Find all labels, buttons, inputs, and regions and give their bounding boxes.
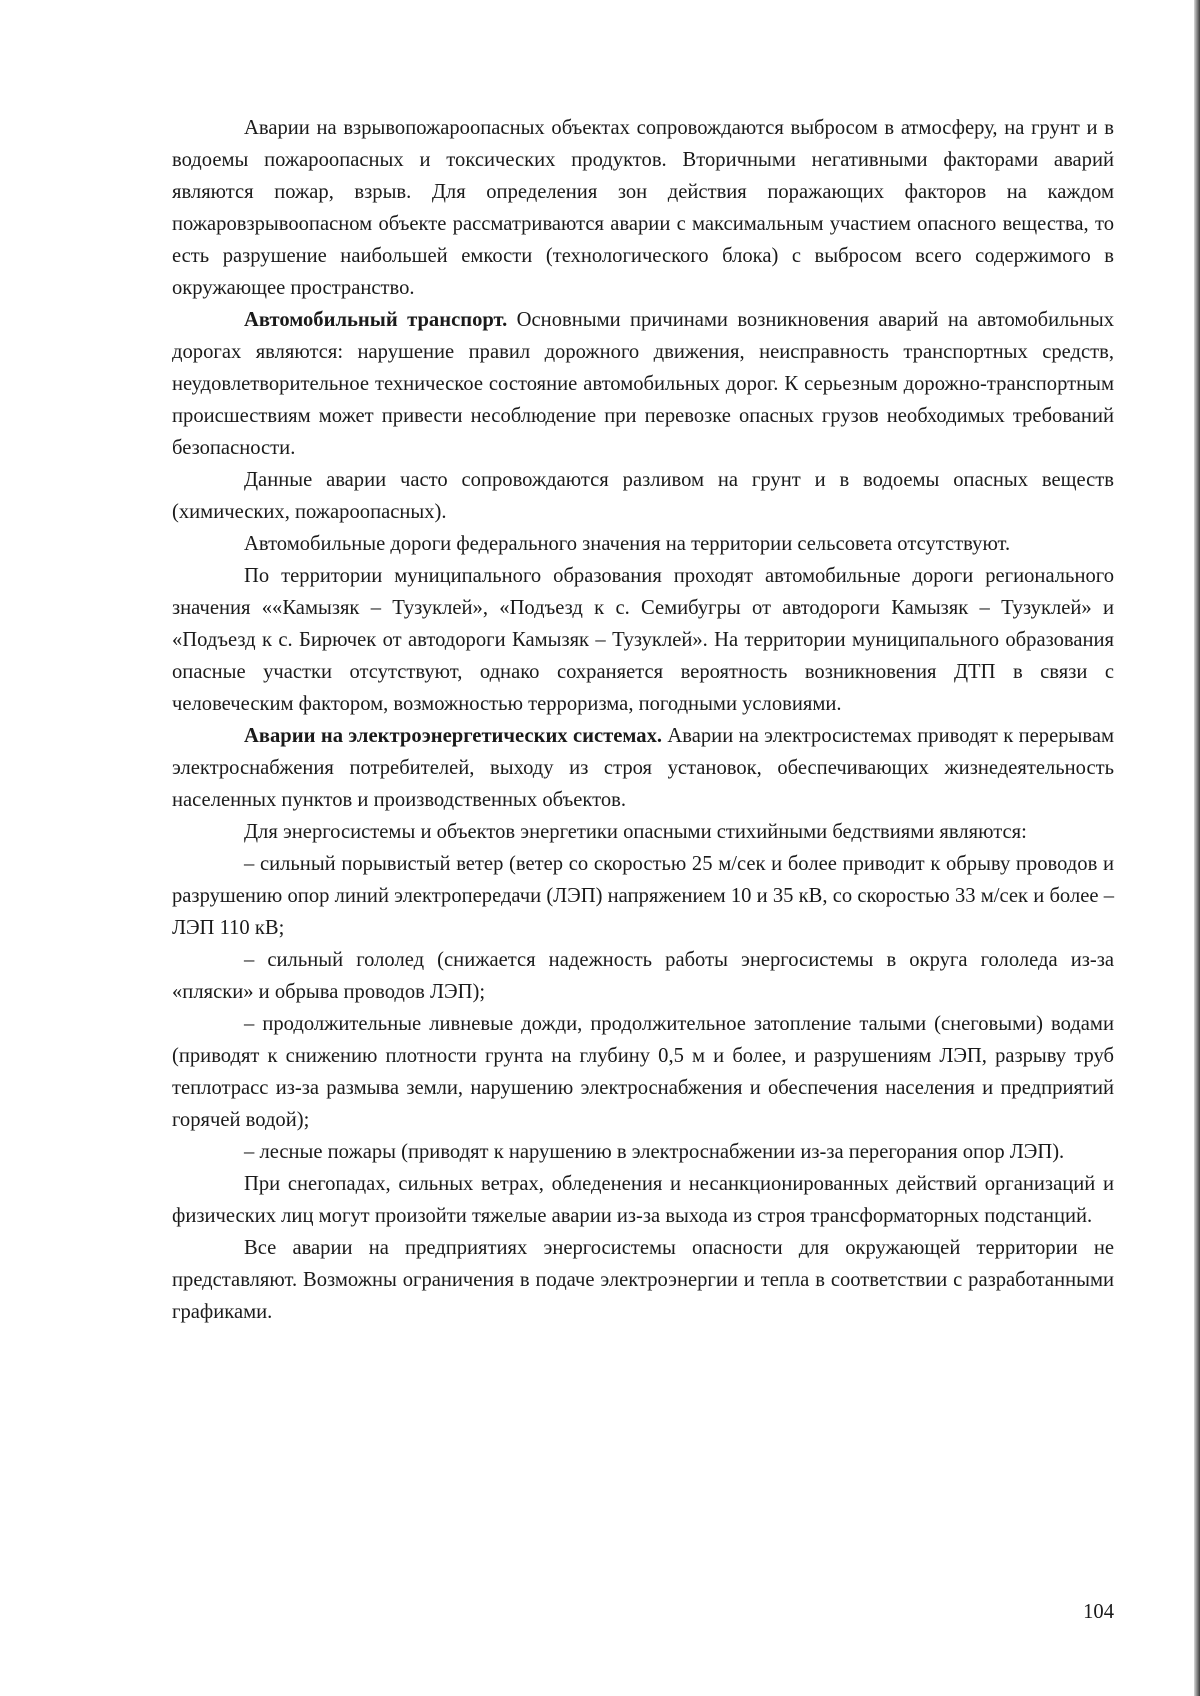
paragraph-hazardous-objects <box>172 112 1114 304</box>
paragraph-lead: Аварии на электроэнергетических системах. <box>244 725 663 747</box>
paragraph-text: При снегопадах, сильных ветрах, обледенения и несанкционированных действий организаций и физических лиц могут произойти тяжелые аварии из-за выхода из строя трансформаторных подстанций. <box>172 1173 1114 1227</box>
paragraph-regional-roads <box>172 560 1114 720</box>
document-body <box>172 112 1114 1328</box>
paragraph-text: Все аварии на предприятиях энергосистемы опасности для окружающей территории не представляют. Возможны ограничения в подаче электроэнергии и тепла в соответствии с разработанными графиками. <box>172 1237 1114 1323</box>
paragraph-text: Для энергосистемы и объектов энергетики опасными стихийными бедствиями являются: <box>244 821 1027 843</box>
paragraph-road-transport <box>172 304 1114 464</box>
paragraph-text: Аварии на электросистемах приводят к перерывам электроснабжения потребителей, выходу из строя установок, обеспечивающих жизнедеятельность населенных пунктов и производственных объектов. <box>172 725 1114 811</box>
paragraph-lead: Автомобильный транспорт. <box>244 309 508 331</box>
paragraph-spills <box>172 464 1114 528</box>
paragraph-federal-roads <box>172 528 1114 560</box>
paragraph-text: Основными причинами возникновения аварий на автомобильных дорогах являются: нарушение правил дорожного движения, неисправность транспортных средств, неудовлетворительное техническое состояние автомобильных дорог. К серьезным дорожно-транспортным происшествиям может привести несоблюдение при перевозке опасных грузов необходимых требований безопасности. <box>172 309 1115 459</box>
paragraph-power-systems <box>172 720 1114 816</box>
list-item-forest-fires <box>172 1136 1114 1168</box>
paragraph-text: – продолжительные ливневые дожди, продолжительное затопление талыми (снеговыми) водами (приводят к снижению плотности грунта на глубину 0,5 м и более, и разрушениям ЛЭП, разрыву труб теплотрасс из-за размыва земли, нарушению электроснабжения и обеспечения населения и предприятий горячей водой); <box>172 1013 1114 1131</box>
paragraph-text: – сильный порывистый ветер (ветер со скоростью 25 м/сек и более приводит к обрыву проводов и разрушению опор линий электропередачи (ЛЭП) напряжением 10 и 35 кВ, со скоростью 33 м/сек и более – ЛЭП 110 кВ; <box>172 853 1114 939</box>
list-item-strong-wind <box>172 848 1114 944</box>
page-edge-shadow <box>1194 0 1200 1696</box>
list-item-ice <box>172 944 1114 1008</box>
paragraph-text: – лесные пожары (приводят к нарушению в электроснабжении из-за перегорания опор ЛЭП). <box>244 1141 1065 1163</box>
paragraph-natural-hazards-intro <box>172 816 1114 848</box>
page-number: 104 <box>1083 1601 1114 1623</box>
paragraph-no-danger <box>172 1232 1114 1328</box>
paragraph-text: Данные аварии часто сопровождаются разливом на грунт и в водоемы опасных веществ (химических, пожароопасных). <box>172 469 1114 523</box>
paragraph-text: Аварии на взрывопожароопасных объектах сопровождаются выбросом в атмосферу, на грунт и в водоемы пожароопасных и токсических продуктов. Вторичными негативными факторами аварий являются пожар, взрыв. Для определения зон действия поражающих факторов на каждом пожаровзрывоопасном объекте рассматриваются аварии с максимальным участием опасного вещества, то есть разрушение наибольшей емкости (технологического блока) с выбросом всего содержимого в окружающее пространство. <box>172 117 1114 299</box>
paragraph-text: – сильный гололед (снижается надежность работы энергосистемы в округа гололеда из-за «пляски» и обрыва проводов ЛЭП); <box>172 949 1114 1003</box>
paragraph-text: Автомобильные дороги федерального значения на территории сельсовета отсутствуют. <box>244 533 1011 555</box>
paragraph-text: По территории муниципального образования проходят автомобильные дороги регионального значения ««Камызяк – Тузуклей», «Подъезд к с. Семибугры от автодороги Камызяк – Тузуклей» и «Подъезд к с. Бирючек от автодороги Камызяк – Тузуклей». На территории муниципального образования опасные участки отсутствуют, однако сохраняется вероятность возникновения ДТП в связи с человеческим фактором, возможностью терроризма, погодными условиями. <box>172 565 1114 715</box>
paragraph-substations <box>172 1168 1114 1232</box>
list-item-rains-flooding <box>172 1008 1114 1136</box>
